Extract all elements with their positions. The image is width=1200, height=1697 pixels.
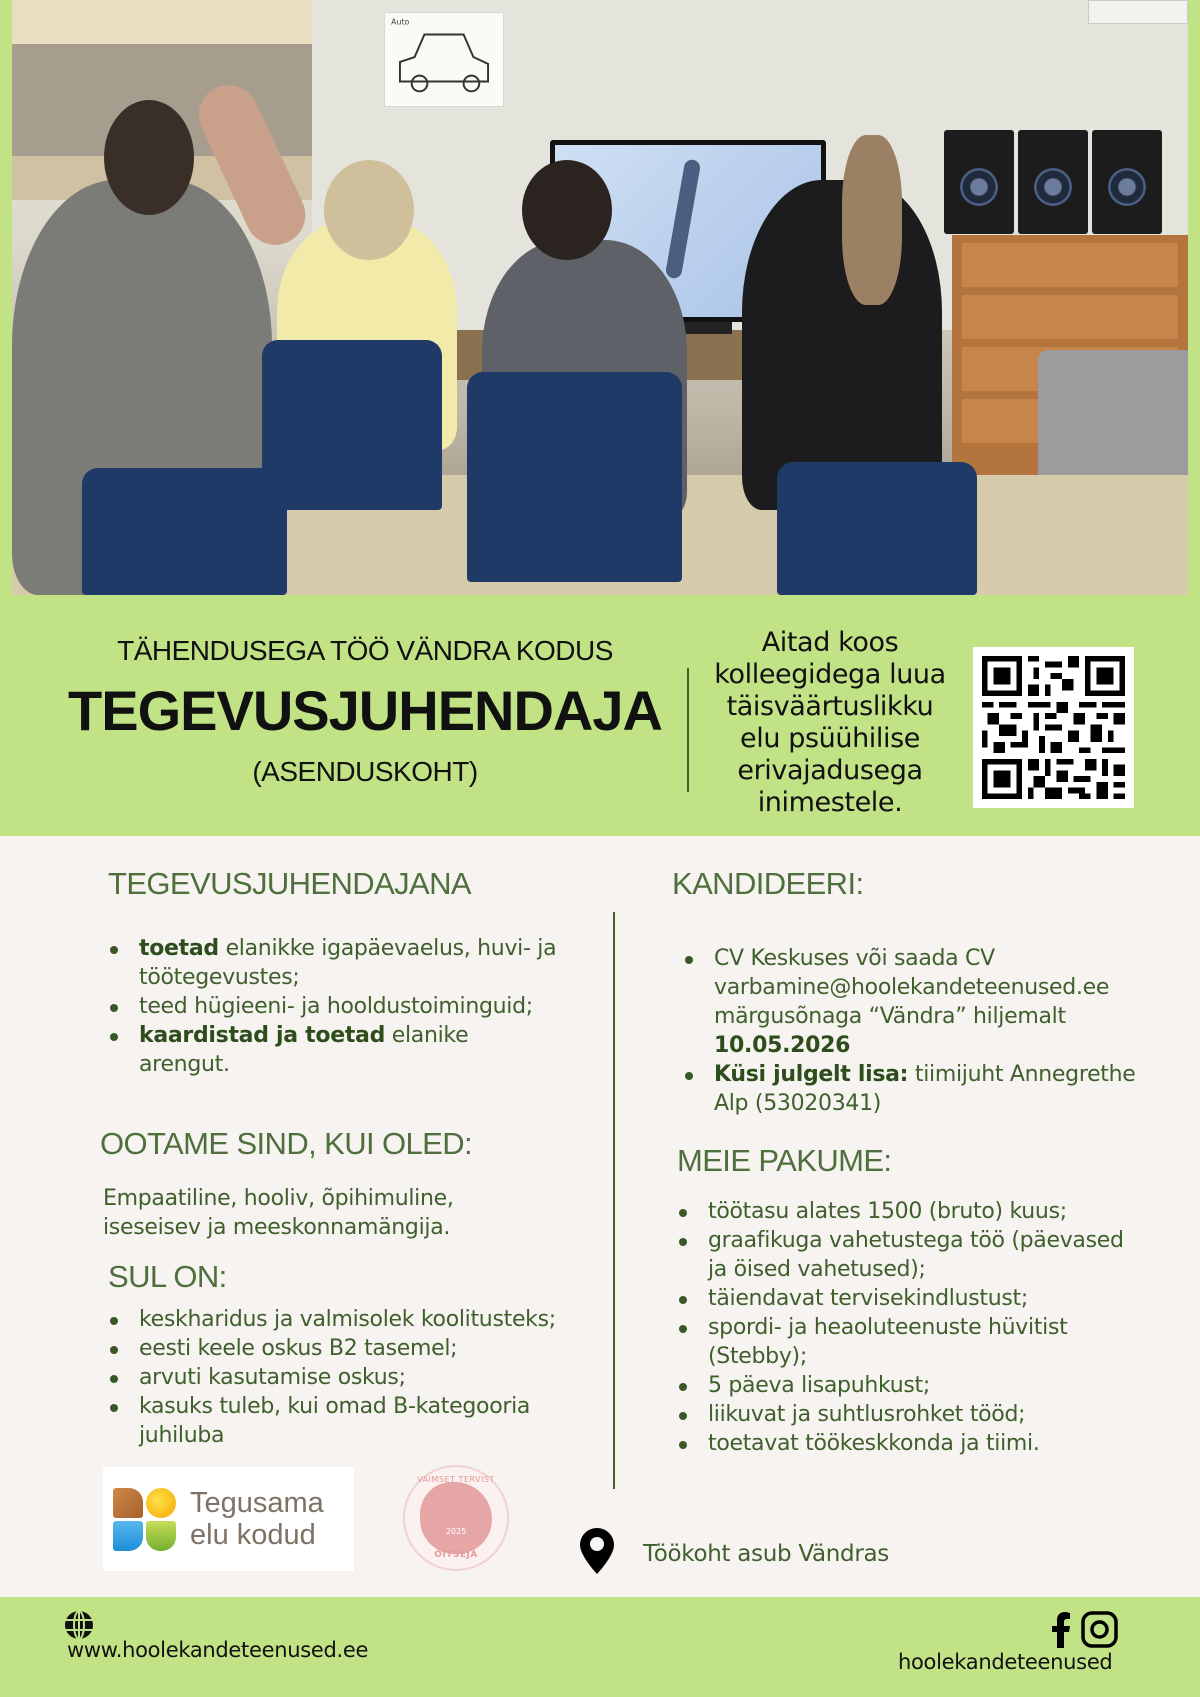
instagram-icon[interactable] [1081, 1611, 1118, 1648]
offer-heading: MEIE PAKUME: [677, 1143, 892, 1178]
badge-year: 2025 [445, 1526, 467, 1536]
tegusama-elu-kodud-logo [103, 1467, 354, 1571]
list-item: Küsi julgelt lisa: tiimijuht Annegrethe Alp (53020341) [679, 1060, 1159, 1118]
svg-text:Auto: Auto [391, 17, 410, 27]
instructor-hair [842, 135, 902, 305]
list-item: töötasu alates 1500 (bruto) kuus; [673, 1197, 1143, 1226]
job-title: TEGEVUSJUHENDAJA [68, 679, 662, 742]
person-1-head [104, 100, 194, 215]
list-item: CV Keskuses või saada CV varbamine@hoolekandeteenused.ee märgusõnaga “Vändra” hiljemalt 10.05.2026 [679, 944, 1159, 1060]
hero-photo [12, 0, 1188, 595]
list-item: arvuti kasutamise oskus; [104, 1363, 614, 1392]
badge-face [420, 1482, 492, 1554]
person-2-head [324, 160, 414, 260]
list-item: graafikuga vahetustega töö (päevased ja öised vahetused); [673, 1226, 1143, 1284]
tagline-line: elu psüühilise [740, 723, 920, 754]
tagline [700, 627, 960, 819]
list-item: keskharidus ja valmisolek koolitusteks; [104, 1305, 614, 1334]
tagline-line: täisväärtuslikku [726, 691, 934, 722]
band-divider [687, 668, 689, 792]
workplace-location: Töökoht asub Vändras [643, 1541, 889, 1567]
list-item: kaardistad ja toetad elanike arengut. [104, 1021, 564, 1079]
list-item: 5 päeva lisapuhkust; [673, 1371, 1143, 1400]
chair [777, 462, 977, 595]
list-item: toetavat töökeskkonda ja tiimi. [673, 1429, 1143, 1458]
logo-line-2: elu kodud [190, 1519, 316, 1551]
list-item: teed hügieeni- ja hooldustoiminguid; [104, 992, 564, 1021]
kodu-logo-icon [113, 1488, 176, 1551]
badge-bottom-text: ÕITSEJA [434, 1550, 478, 1560]
vaimset-tervist-badge-icon [403, 1465, 509, 1571]
chair [262, 340, 442, 510]
list-item: spordi- ja heaoluteenuste hüvitist (Stebby); [673, 1313, 1143, 1371]
apply-list [679, 944, 1159, 1118]
location-pin-icon [580, 1528, 614, 1574]
tagline-line: erivajadusega [737, 755, 923, 786]
list-item: eesti keele oskus B2 tasemel; [104, 1334, 614, 1363]
qr-code-icon[interactable] [973, 647, 1134, 808]
job-subtitle: (ASENDUSKOHT) [252, 756, 478, 787]
website-link[interactable]: www.hoolekandeteenused.ee [67, 1638, 369, 1662]
list-item: liikuvat ja suhtlusrohket tööd; [673, 1400, 1143, 1429]
car-drawing [384, 12, 504, 107]
requirements-list [104, 1305, 614, 1450]
kicker-text: TÄHENDUSEGA TÖÖ VÄNDRA KODUS [117, 635, 613, 666]
duties-heading: TEGEVUSJUHENDAJANA [108, 866, 471, 901]
facebook-icon[interactable] [1052, 1612, 1070, 1648]
apply-heading: KANDIDEERI: [672, 866, 864, 901]
expect-text: Empaatiline, hooliv, õpihimuline, iseseisev ja meeskonnamängija. [103, 1186, 454, 1240]
tagline-line: Aitad koos [761, 627, 899, 658]
globe-icon [63, 1609, 95, 1641]
person-3-head [522, 160, 612, 260]
logo-line-1: Tegusama [190, 1487, 324, 1519]
wall-calendar [1088, 0, 1188, 24]
logo-text [190, 1487, 324, 1551]
list-item: täiendavat tervisekindlustust; [673, 1284, 1143, 1313]
badge-top-text: VAIMSET TERVIST [417, 1475, 495, 1484]
column-divider [613, 912, 615, 1489]
stereo-speakers [944, 130, 1162, 234]
requirements-heading: SUL ON: [108, 1259, 227, 1294]
tagline-line: kolleegidega luua [714, 659, 946, 690]
list-item: kasuks tuleb, kui omad B-kategooria juhiluba [104, 1392, 614, 1450]
tagline-line: inimestele. [757, 787, 903, 818]
expect-heading: OOTAME SIND, KUI OLED: [100, 1126, 473, 1161]
social-handle[interactable]: hoolekandeteenused [898, 1650, 1113, 1674]
list-item: toetad elanikke igapäevaelus, huvi- ja töötegevustes; [104, 934, 564, 992]
chair [467, 372, 682, 582]
duties-list [104, 934, 564, 1079]
offer-list [673, 1197, 1143, 1458]
chair [82, 468, 287, 595]
